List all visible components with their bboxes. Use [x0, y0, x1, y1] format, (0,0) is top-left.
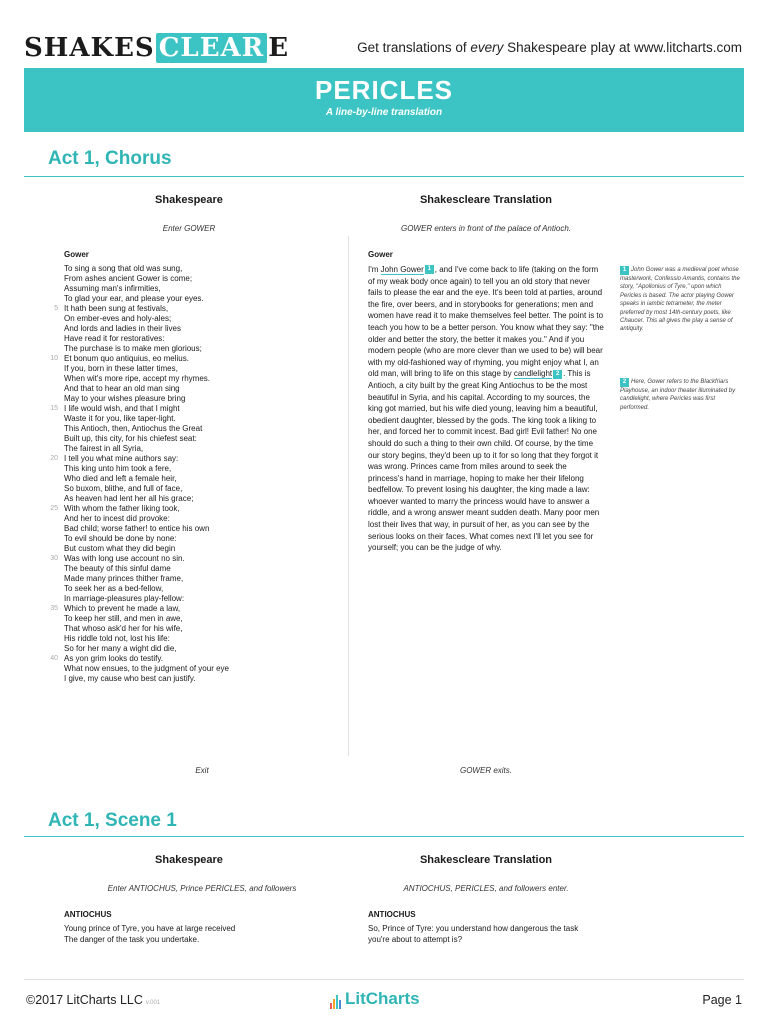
section-title-act1-scene1: Act 1, Scene 1	[48, 810, 177, 831]
verse-line	[64, 584, 334, 594]
verse-line-text: I life would wish, and that I might	[64, 404, 180, 413]
verse-line-text: Who died and left a female heir,	[64, 474, 177, 483]
verse-line-text: When wit's more ripe, accept my rhymes.	[64, 374, 211, 383]
verse-line	[50, 554, 334, 564]
exit-direction-translation: GOWER exits.	[459, 766, 512, 775]
verse-line	[64, 534, 334, 544]
verse-line-text: In marriage-pleasures play-fellow:	[64, 594, 185, 603]
verse-line	[64, 394, 334, 404]
verse-line	[64, 334, 334, 344]
stage-direction-translation: ANTIOCHUS, PERICLES, and followers enter.	[403, 884, 569, 893]
verse-line-text: The purchase is to make men glorious;	[64, 344, 202, 353]
verse-line-text: What now ensues, to the judgment of your eye	[64, 664, 229, 673]
verse-line-text: And her to incest did provoke:	[64, 514, 170, 523]
bar-chart-icon	[330, 995, 342, 1009]
speaker-name-translation: ANTIOCHUS	[368, 910, 416, 919]
logo-text-pre: SHAKES	[24, 33, 155, 63]
logo-text-highlight: CLEAR	[156, 33, 268, 63]
line-number: 15	[50, 405, 58, 412]
verse-line	[64, 624, 334, 634]
verse-line-text: Built up, this city, for his chiefest seat:	[64, 434, 197, 443]
verse-line	[64, 494, 334, 504]
section-title-act1-chorus: Act 1, Chorus	[48, 148, 172, 169]
page-number: Page 1	[702, 993, 742, 1007]
verse-line	[64, 324, 334, 334]
verse-line	[64, 424, 334, 434]
verse-line	[64, 464, 334, 474]
line-number: 10	[50, 355, 58, 362]
shakescleare-logo[interactable]	[24, 33, 289, 63]
verse-line-text: To sing a song that old was sung,	[64, 264, 183, 273]
verse-line-text: And that to hear an old man sing	[64, 384, 180, 393]
verse-line-text: This Antioch, then, Antiochus the Great	[64, 424, 203, 433]
verse-line-text: Waste it for you, like taper-light.	[64, 414, 176, 423]
verse-line	[64, 484, 334, 494]
footnote-marker-2[interactable]: 2	[553, 370, 562, 379]
stage-direction-original: Enter GOWER	[162, 224, 216, 233]
verse-line-text: As heaven had lent her all his grace;	[64, 494, 194, 503]
stage-direction-original: Enter ANTIOCHUS, Prince PERICLES, and followers	[107, 884, 297, 893]
verse-line-text: I tell you what mine authors say:	[64, 454, 179, 463]
logo-text-post: E	[268, 33, 290, 63]
verse-line	[50, 654, 334, 664]
verse-line-text: From ashes ancient Gower is come;	[64, 274, 193, 283]
verse-line	[64, 634, 334, 644]
verse-line	[64, 314, 334, 324]
verse-line	[64, 294, 334, 304]
verse-line	[64, 274, 334, 284]
verse-line-text: To glad your ear, and please your eyes.	[64, 294, 204, 303]
verse-line	[64, 644, 334, 654]
verse-line-text: Bad child; worse father! to entice his own	[64, 524, 210, 533]
line-number: 5	[54, 305, 58, 312]
verse-line	[64, 674, 334, 684]
verse-line-text: May to your wishes pleasure bring	[64, 394, 186, 403]
verse-line	[50, 504, 334, 514]
footnote-marker-1[interactable]: 1	[425, 265, 434, 274]
note-link-john-gower[interactable]: John Gower	[380, 265, 424, 274]
verse-line-text: I give, my cause who best can justify.	[64, 674, 196, 683]
verse-line	[64, 384, 334, 394]
footer-divider	[24, 979, 744, 980]
original-verse	[50, 264, 334, 684]
verse-line	[64, 284, 334, 294]
verse-line	[50, 354, 334, 364]
verse-line-text: That whoso ask'd her for his wife,	[64, 624, 183, 633]
promo-text: Get translations of every Shakespeare play at www.litcharts.com	[357, 40, 742, 55]
verse-line	[64, 594, 334, 604]
verse-line	[64, 474, 334, 484]
verse-line-text: If you, born in these latter times,	[64, 364, 178, 373]
verse-line	[64, 414, 334, 424]
verse-line-text: So buxom, blithe, and full of face,	[64, 484, 183, 493]
verse-line	[64, 574, 334, 584]
verse-line	[64, 524, 334, 534]
verse-line-text: The beauty of this sinful dame	[64, 564, 171, 573]
footnote-2: 2 Here, Gower refers to the Blackfriars Playhouse, an indoor theater illuminated by candlelight, where Pericles was first performed.	[620, 379, 736, 411]
verse-line	[64, 664, 334, 674]
verse-line	[64, 434, 334, 444]
verse-line-text: Have read it for restoratives:	[64, 334, 165, 343]
speaker-name-translation: Gower	[368, 250, 393, 259]
verse-line-text: It hath been sung at festivals,	[64, 304, 169, 313]
litcharts-logo[interactable]	[330, 989, 420, 1009]
verse-line	[64, 444, 334, 454]
version-label: v.001	[145, 1000, 161, 1006]
verse-line-text: So for her many a wight did die,	[64, 644, 177, 653]
verse-line-text: To seek her as a bed-fellow,	[64, 584, 164, 593]
verse-line-text: His riddle told not, lost his life:	[64, 634, 170, 643]
verse-line-text: On ember-eves and holy-ales;	[64, 314, 172, 323]
column-divider	[348, 236, 349, 756]
section-divider	[24, 176, 744, 177]
verse-line	[54, 304, 334, 314]
verse-line-text: To keep her still, and men in awe,	[64, 614, 183, 623]
line-number: 40	[50, 655, 58, 662]
verse-line	[64, 544, 334, 554]
verse-line	[64, 364, 334, 374]
top-bar	[0, 0, 768, 68]
note-link-candlelight[interactable]: candlelight	[513, 369, 553, 379]
verse-line	[64, 264, 334, 274]
verse-line-text: With whom the father liking took,	[64, 504, 180, 513]
column-header-original: Shakespeare	[155, 854, 223, 866]
brand-bar	[330, 1003, 332, 1009]
play-subtitle: A line-by-line translation	[325, 107, 443, 118]
translation-text: So, Prince of Tyre: you understand how dangerous the task you're about to attempt is?	[368, 924, 579, 944]
verse-line	[50, 454, 334, 464]
verse-line-text: The fairest in all Syria,	[64, 444, 144, 453]
verse-line-text: As yon grim looks do testify.	[64, 654, 163, 663]
line-number: 20	[50, 455, 58, 462]
original-verse: Young prince of Tyre, you have at large received The danger of the task you undertake.	[64, 924, 236, 944]
column-header-translation: Shakescleare Translation	[419, 194, 553, 206]
verse-line-text: Made many princes thither frame,	[64, 574, 184, 583]
speaker-name-original: Gower	[64, 250, 89, 259]
verse-line-text: Et bonum quo antiquius, eo melius.	[64, 354, 189, 363]
title-banner	[24, 68, 744, 132]
verse-line-text: Assuming man's infirmities,	[64, 284, 161, 293]
brand-bar	[333, 999, 335, 1009]
footnote-1: 1 John Gower was a medieval poet whose masterwork, Confessio Amantis, contains the story, "Apollonius of Tyre," upon which Pericles is based. The actor playing Gower speaks in iambic tetrameter, the meter preferred by most 14th-century poets, like Chaucer. This all gives the play a sense of antiquity.	[620, 267, 740, 333]
verse-line-text: To evil should be done by none:	[64, 534, 177, 543]
verse-line	[64, 514, 334, 524]
exit-direction-original: Exit	[195, 766, 209, 775]
footnote-tag: 1	[620, 266, 629, 275]
speaker-name-original: ANTIOCHUS	[64, 910, 112, 919]
verse-line-text: This king unto him took a fere,	[64, 464, 172, 473]
verse-line	[50, 604, 334, 614]
verse-line	[64, 374, 334, 384]
play-title: PERICLES	[314, 75, 454, 105]
verse-line-text: Which to prevent he made a law,	[64, 604, 181, 613]
verse-line	[64, 614, 334, 624]
brand-bar	[339, 1000, 341, 1009]
line-number: 30	[50, 555, 58, 562]
stage-direction-translation: GOWER enters in front of the palace of Antioch.	[400, 224, 571, 233]
section-divider	[24, 836, 744, 837]
verse-line	[64, 564, 334, 574]
line-number: 25	[50, 505, 58, 512]
footnote-tag: 2	[620, 378, 629, 387]
verse-line-text: But custom what they did begin	[64, 544, 176, 553]
column-header-translation: Shakescleare Translation	[419, 854, 553, 866]
brand-bar	[336, 995, 338, 1009]
column-header-original: Shakespeare	[155, 194, 223, 206]
brand-name: LitCharts	[345, 989, 420, 1008]
line-number: 35	[50, 605, 58, 612]
translation-text: I'm John Gower 1 , and I've come back to life (taking on the form of my weak body once again) to tell you an old story that never fails to please the ear and the eye. It's been told at parties, around the fire, over beers, and in storybooks for generations; men and women have read it to make themselves feel better. The point is to teach you how to be a better person. You know what they say: "the older and better the story, the better it makes you." And if you modern people (who are more clever than we used to be) will bear with my old-fashioned way of rhyming, you might enjoy what I, an old man, will bring to life on this stage by candlelight 2 . This is Antioch, a city built by the great King Antiochus to be the most beautiful in Syria, and his capital. According to my sources, the king got married, but his wife died young, leaving him a beautiful, obedient daughter, blessed by the gods. The king took a liking to her, and forced her to commit incest. Bad girl! Evil father! No one should do such a thing to their own child. Of course, by the time our story begins, they'd been up to it for so long that they forgot it was wrong. Princes came from miles around to seek the princess's hand in marriage, hoping to make her their lifelong bedfellow. To prevent losing his daughter, the king made a law: whoever wanted to marry the princess would have to answer a riddle, and a wrong answer meant sudden death. Many poor men lost their lives that way, in pursuit of her, as you can see by the serious looks on their faces. What comes next I'll let you see for yourself; you can be the judge of why.	[368, 265, 604, 553]
verse-line-text: Was with long use account no sin.	[64, 554, 185, 563]
verse-line-text: And lords and ladies in their lives	[64, 324, 181, 333]
verse-line	[50, 404, 334, 414]
copyright-text: ©2017 LitCharts LLC v.001	[26, 993, 161, 1007]
verse-line	[64, 344, 334, 354]
